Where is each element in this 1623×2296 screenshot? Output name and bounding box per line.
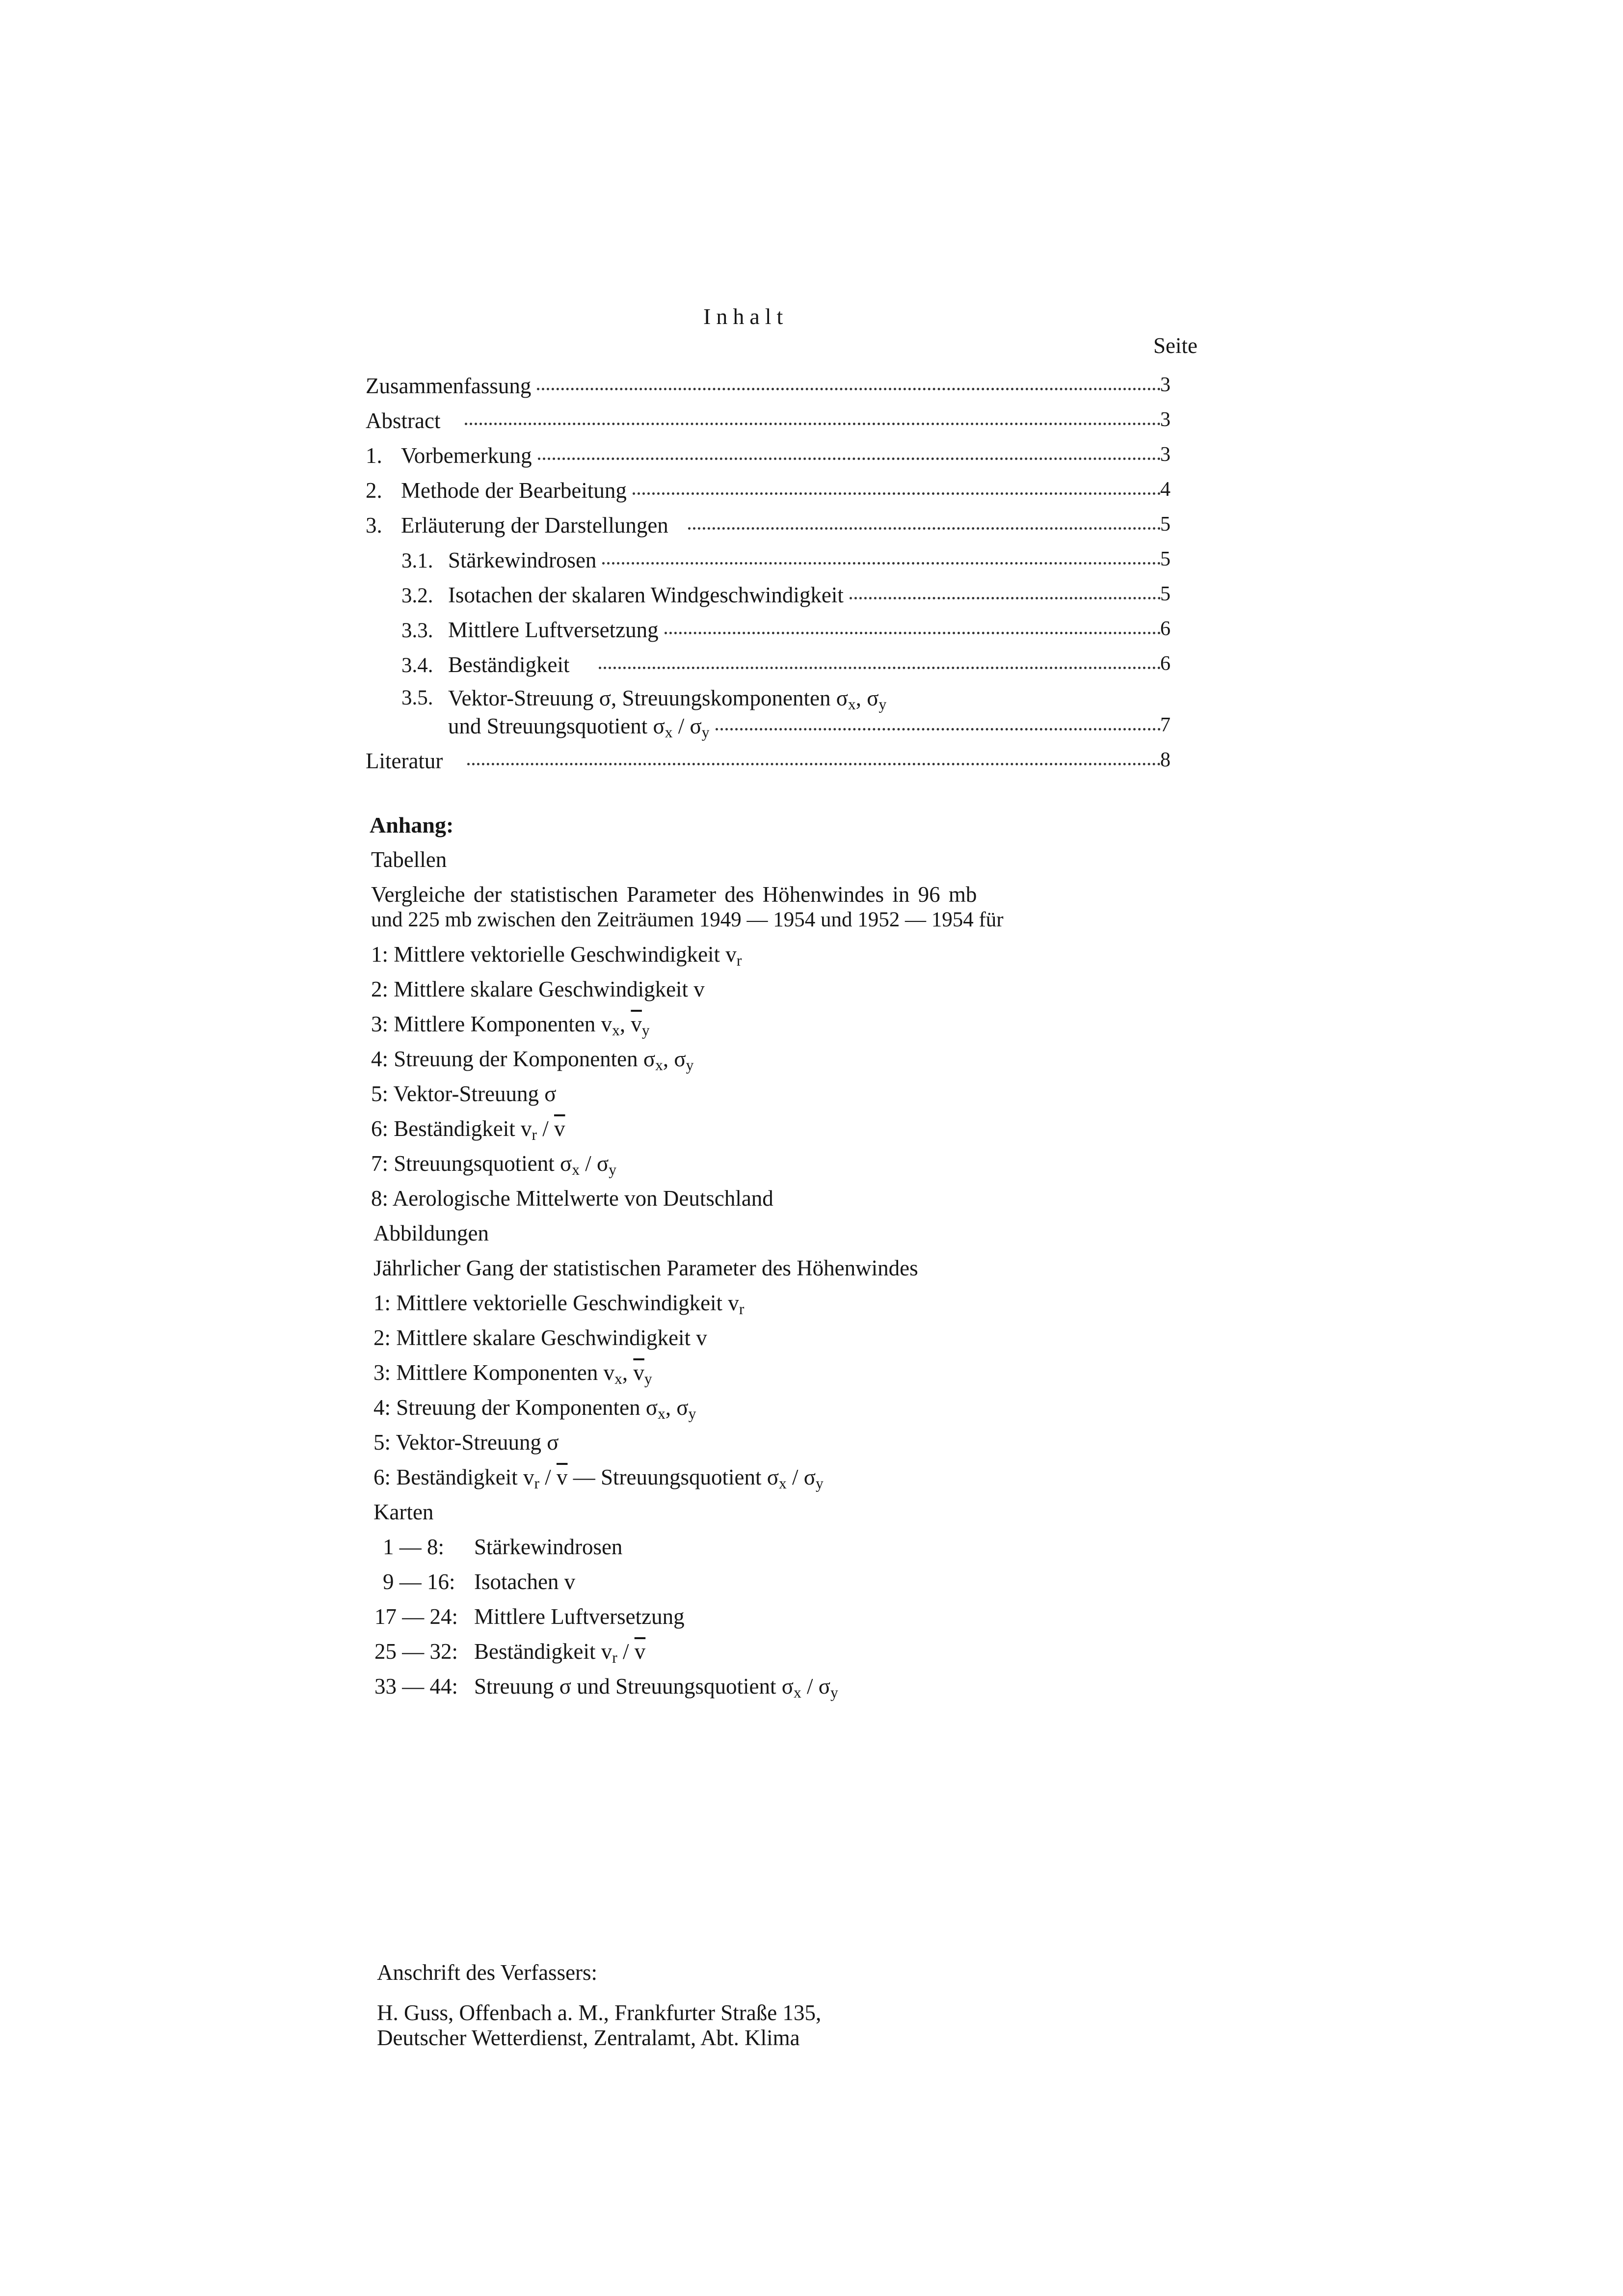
toc-leader	[467, 763, 1161, 765]
toc-entry-page: 5	[1160, 513, 1171, 536]
figures-heading: Abbildungen	[373, 1221, 489, 1245]
toc-entry-page: 6	[1160, 652, 1171, 675]
table-item: 7: Streuungsquotient $\sigma_x / \sigma_y$	[371, 1151, 617, 1178]
toc-entry-label: Literatur	[366, 749, 443, 773]
tables-heading: Tabellen	[371, 847, 447, 872]
figure-item: 2: Mittlere skalare Geschwindigkeit v	[373, 1325, 707, 1350]
map-label: Streuung σ und Streuungsquotient $\sigma_x / \sigma_y$	[474, 1674, 838, 1701]
author-address-heading: Anschrift des Verfassers:	[377, 1960, 598, 1985]
toc-entry-label: Zusammenfassung	[366, 374, 532, 398]
toc-entry-page: 3	[1160, 443, 1171, 466]
toc-entry-page: 7	[1160, 714, 1171, 736]
figures-intro: Jährlicher Gang der statistischen Parameter des Höhenwindes	[373, 1256, 918, 1280]
page-column-header: Seite	[1153, 333, 1197, 358]
table-item: 5: Vektor-Streuung σ	[371, 1081, 557, 1106]
map-range: 17 — 24:	[374, 1604, 458, 1629]
toc-leader	[465, 423, 1161, 425]
toc-entry-label: Methode der Bearbeitung	[401, 478, 627, 503]
toc-entry-label: Isotachen der skalaren Windgeschwindigkeit	[448, 583, 844, 607]
map-label: Stärkewindrosen	[474, 1535, 623, 1559]
map-label: Beständigkeit $v_r / \overline{v}$	[474, 1639, 646, 1666]
figure-item: 4: Streuung der Komponenten $\sigma_x$, $\sigma_y$	[373, 1395, 696, 1422]
toc-entry-page: 8	[1160, 749, 1171, 771]
figure-item: 3: Mittlere Komponenten $v_x$, $\overline{v}_y$	[373, 1360, 652, 1387]
toc-entry-number: 3.2.	[401, 584, 433, 607]
table-item: 4: Streuung der Komponenten $\sigma_x$, $\sigma_y$	[371, 1047, 694, 1074]
toc-entry-number: 3.5.	[401, 686, 433, 709]
toc-entry	[366, 478, 1171, 506]
figure-item: 1: Mittlere vektorielle Geschwindigkeit $v_r$	[373, 1291, 745, 1318]
appendix-heading: Anhang:	[370, 812, 454, 837]
toc-entry-page: 5	[1160, 583, 1171, 605]
toc-leader	[688, 527, 1161, 530]
toc-entry-number: 3.	[366, 513, 382, 538]
table-item: 1: Mittlere vektorielle Geschwindigkeit $v_r$	[371, 942, 742, 969]
toc-entry-page: 6	[1160, 618, 1171, 640]
toc-leader	[538, 458, 1161, 460]
toc-entry-page: 3	[1160, 408, 1171, 431]
toc-entry	[401, 652, 1171, 680]
figure-item: 5: Vektor-Streuung σ	[373, 1430, 559, 1455]
toc-leader	[599, 667, 1161, 669]
toc-entry-label: Erläuterung der Darstellungen	[401, 513, 668, 538]
table-item: 6: Beständigkeit $v_r / \overline{v}$	[371, 1116, 565, 1143]
contents-title: Inhalt	[703, 304, 789, 329]
toc-entry	[366, 373, 1171, 402]
map-range: 25 — 32:	[374, 1639, 458, 1664]
toc-entry-number: 3.3.	[401, 619, 433, 642]
tables-intro-line-1: Vergleiche der statistischen Parameter des Höhenwindes in 96 mb	[371, 882, 977, 907]
toc-entry	[366, 513, 1171, 541]
toc-leader	[602, 562, 1161, 565]
figure-item: 6: Beständigkeit $v_r / \overline{v}$ — Streuungsquotient $\sigma_x / \sigma_y$	[373, 1465, 824, 1492]
toc-entry-label-continued: und Streuungsquotient $\sigma_x / \sigma_y$	[448, 714, 710, 741]
toc-entry	[448, 713, 1171, 742]
author-address-line-2: Deutscher Wetterdienst, Zentralamt, Abt. Klima	[377, 2026, 800, 2050]
toc-leader	[665, 632, 1161, 634]
toc-entry-page: 4	[1160, 478, 1171, 501]
toc-entry	[401, 547, 1171, 576]
map-label: Isotachen v	[474, 1569, 576, 1594]
map-range: 1 — 8:	[383, 1535, 445, 1559]
toc-entry-page: 3	[1160, 374, 1171, 396]
toc-entry-label: Abstract	[366, 408, 441, 433]
author-address-line-1: H. Guss, Offenbach a. M., Frankfurter Straße 135,	[377, 2000, 822, 2025]
toc-entry-number: 3.1.	[401, 549, 433, 572]
toc-entry-label: Vektor-Streuung σ, Streuungskomponenten $\sigma_x$, $\sigma_y$	[448, 686, 887, 713]
maps-heading: Karten	[373, 1500, 434, 1524]
toc-entry-label: Vorbemerkung	[401, 443, 532, 468]
toc-leader	[716, 728, 1161, 730]
toc-entry	[366, 748, 1171, 777]
toc-entry	[366, 408, 1171, 436]
toc-entry	[366, 443, 1171, 471]
table-item: 3: Mittlere Komponenten $v_x$, $\overline{v}_y$	[371, 1012, 650, 1039]
table-item: 8: Aerologische Mittelwerte von Deutschland	[371, 1186, 773, 1211]
tables-intro-line-2: und 225 mb zwischen den Zeiträumen 1949 — 1954 und 1952 — 1954 für	[371, 908, 1004, 931]
toc-entry-label: Stärkewindrosen	[448, 548, 597, 572]
toc-entry-page: 5	[1160, 548, 1171, 570]
toc-entry	[401, 582, 1171, 611]
toc-leader	[537, 388, 1161, 390]
toc-entry-number: 3.4.	[401, 654, 433, 677]
table-item: 2: Mittlere skalare Geschwindigkeit v	[371, 977, 705, 1001]
map-range: 9 — 16:	[383, 1569, 455, 1594]
map-range: 33 — 44:	[374, 1674, 458, 1699]
map-label: Mittlere Luftversetzung	[474, 1604, 685, 1629]
toc-entry	[401, 617, 1171, 646]
toc-entry-number: 2.	[366, 478, 382, 503]
toc-leader	[633, 492, 1161, 495]
toc-entry-label: Mittlere Luftversetzung	[448, 618, 659, 642]
toc-entry-number: 1.	[366, 443, 382, 468]
toc-leader	[850, 597, 1161, 599]
toc-entry-label: Beständigkeit	[448, 652, 570, 677]
